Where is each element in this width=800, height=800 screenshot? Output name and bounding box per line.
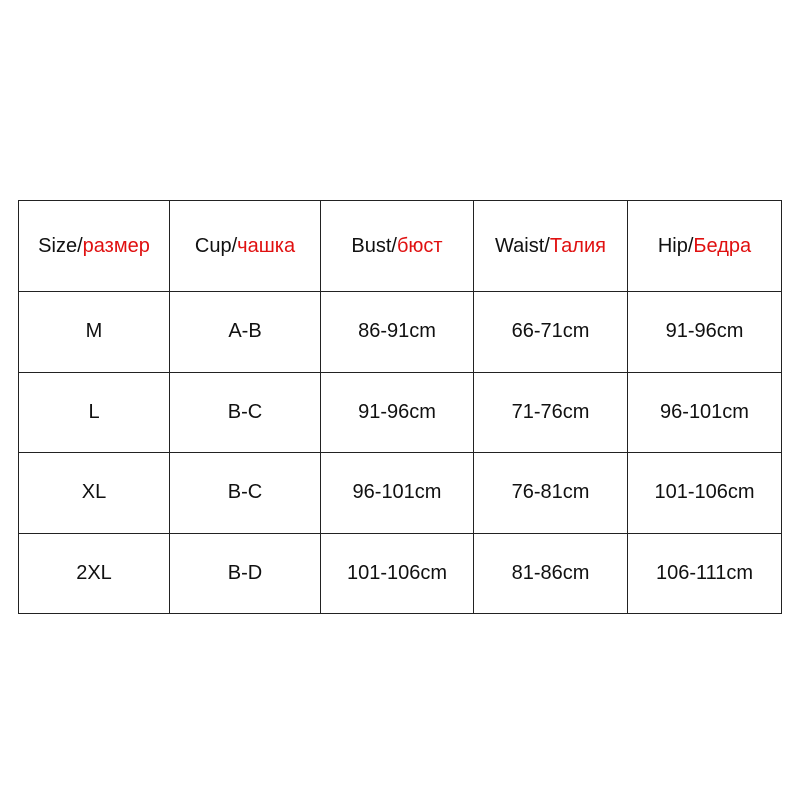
table-row (19, 453, 782, 534)
header-hip: Hip/Бедра (628, 201, 782, 292)
header-waist: Waist/Талия (474, 201, 628, 292)
table-row (19, 292, 782, 373)
table-row (19, 372, 782, 453)
cell-waist: 66-71cm (474, 292, 628, 373)
size-chart-table (18, 200, 782, 614)
table-row (19, 533, 782, 614)
cell-cup: A-B (170, 292, 321, 373)
cell-size: XL (19, 453, 170, 534)
cell-hip: 106-111cm (628, 533, 782, 614)
cell-size: L (19, 372, 170, 453)
cell-bust: 86-91cm (321, 292, 474, 373)
header-cup: Cup/чашка (170, 201, 321, 292)
cell-cup: B-D (170, 533, 321, 614)
table-header-row (19, 201, 782, 292)
cell-hip: 91-96cm (628, 292, 782, 373)
cell-waist: 76-81cm (474, 453, 628, 534)
cell-bust: 96-101cm (321, 453, 474, 534)
header-bust: Bust/бюст (321, 201, 474, 292)
cell-size: 2XL (19, 533, 170, 614)
cell-waist: 71-76cm (474, 372, 628, 453)
header-size: Size/размер (19, 201, 170, 292)
cell-cup: B-C (170, 372, 321, 453)
cell-bust: 91-96cm (321, 372, 474, 453)
cell-size: M (19, 292, 170, 373)
cell-bust: 101-106cm (321, 533, 474, 614)
cell-cup: B-C (170, 453, 321, 534)
cell-waist: 81-86cm (474, 533, 628, 614)
cell-hip: 96-101cm (628, 372, 782, 453)
cell-hip: 101-106cm (628, 453, 782, 534)
